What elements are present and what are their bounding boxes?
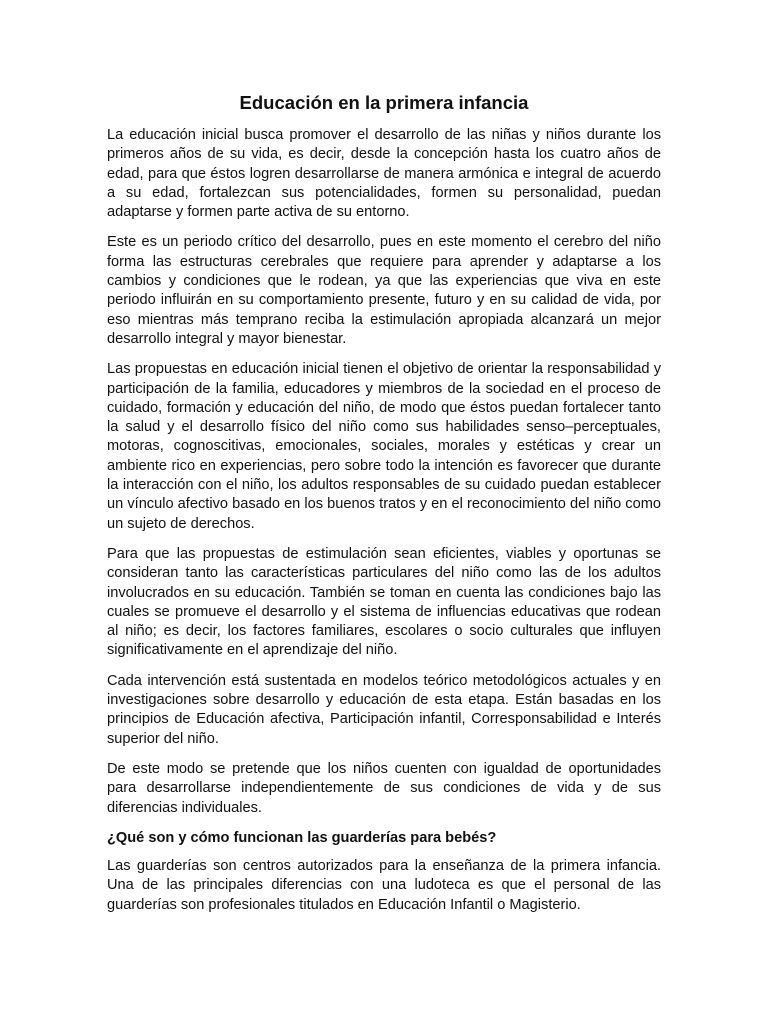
paragraph-propuestas-educacion: Las propuestas en educación inicial tienen el objetivo de orientar la responsabilidad y participación de la familia, educadores y miembros de la sociedad en el proceso de cuidado, formación y educación del niño, de modo que éstos puedan fortalecer tanto la salud y el desarrollo físico del niño como sus habilidades senso–perceptuales, motoras, cognoscitivas, emocionales, sociales, morales y estéticas y crear un ambiente rico en experiencias, pero sobre todo la intención es favorecer que durante la interacción con el niño, los adultos responsables de su cuidado puedan establecer un vínculo afectivo basado en los buenos tratos y en el reconocimiento del niño como un sujeto de derechos. <box>107 361 661 532</box>
document-page <box>107 92 661 926</box>
paragraph-educacion-inicial: La educación inicial busca promover el desarrollo de las niñas y niños durante los primeros años de su vida, es decir, desde la concepción hasta los cuatro años de edad, para que éstos logren desarrollarse de manera armónica e integral de acuerdo a su edad, fortalezcan sus potencialidades, formen su personalidad, puedan adaptarse y formen parte activa de su entorno. <box>107 127 661 221</box>
paragraph-propuestas-estimulacion: Para que las propuestas de estimulación sean eficientes, viables y oportunas se consideran tanto las características particulares del niño como las de los adultos involucrados en su educación. También se toman en cuenta las condiciones bajo las cuales se promueve el desarrollo y el sistema de influencias educativas que rodean al niño; es decir, los factores familiares, escolares o socio culturales que influyen significativamente en el aprendizaje del niño. <box>107 545 661 659</box>
paragraph-igualdad-oportunidades: De este modo se pretende que los niños cuenten con igualdad de oportunidades para desarrollarse independientemente de sus condiciones de vida y de sus diferencias individuales. <box>107 760 661 816</box>
paragraph-cada-intervencion: Cada intervención está sustentada en modelos teórico metodológicos actuales y en investigaciones sobre desarrollo y educación de esta etapa. Están basadas en los principios de Educación afectiva, Participación infantil, Corresponsabilidad e Interés superior del niño. <box>107 672 661 747</box>
paragraph-guarderias: Las guarderías son centros autorizados para la enseñanza de la primera infancia. Una de las principales diferencias con una ludoteca es que el personal de las guarderías son profesionales titulados en Educación Infantil o Magisterio. <box>107 858 661 913</box>
section-heading-guarderias: ¿Qué son y cómo funcionan las guarderías para bebés? <box>107 829 497 846</box>
paragraph-periodo-critico: Este es un periodo crítico del desarrollo, pues en este momento el cerebro del niño forma las estructuras cerebrales que requiere para aprender y adaptarse a los cambios y condiciones que le rodean, ya que las experiencias que viva en este periodo influirán en su comportamiento presente, futuro y en su calidad de vida, por eso mientras más temprano reciba la estimulación apropiada alcanzará un mejor desarrollo integral y mayor bienestar. <box>107 234 661 347</box>
document-title: Educación en la primera infancia <box>239 92 529 113</box>
